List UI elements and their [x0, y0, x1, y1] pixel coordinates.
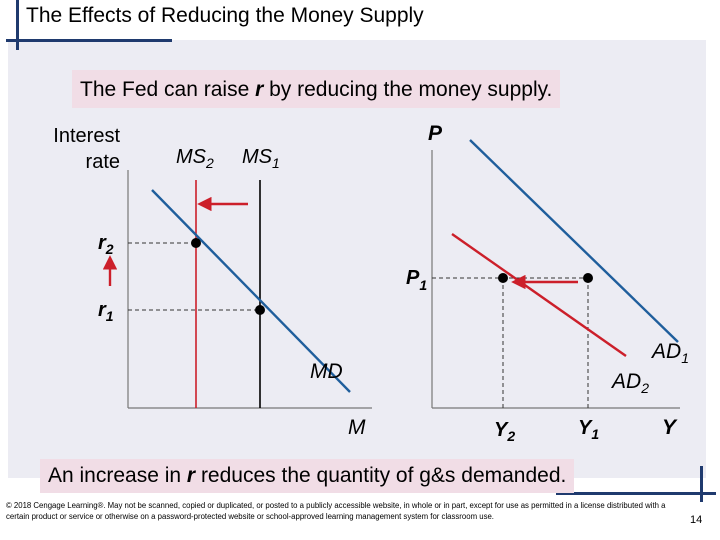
top-callout-var: r: [255, 78, 264, 101]
money-x-label: M: [348, 416, 366, 439]
top-callout-text-before: The Fed can raise: [80, 78, 256, 101]
r1-label: $r_1$: [98, 299, 114, 324]
page-number: 14: [690, 514, 703, 526]
ad2-label: $AD_2$: [612, 370, 649, 396]
ad1-label: $AD_1$: [652, 340, 689, 366]
ad-point-1: [583, 273, 593, 283]
money-equilibrium-2: [191, 238, 201, 248]
ad2-curve: [452, 234, 626, 356]
ad1-curve: [470, 140, 678, 342]
ms1-label: $MS_1$: [242, 146, 280, 171]
bottom-callout: [40, 459, 574, 493]
slide-title: The Effects of Reducing the Money Supply: [26, 4, 424, 27]
ms2-label: $MS_2$: [176, 146, 214, 171]
ad-point-2: [498, 273, 508, 283]
copyright-footer: © 2018 Cengage Learning®. May not be scanned, copied or duplicated, or posted to a publicly accessible website, in whole or in part, except for use as permitted in a license distributed with a certain product or service or otherwise on a password-protected website or school-approved learning management system for classroom use.: [6, 501, 666, 521]
money-y-label-line2: rate: [85, 151, 120, 173]
bottom-callout-text-before: An increase in: [48, 464, 187, 487]
md-label: MD: [310, 360, 343, 383]
r2-label: $r_2$: [98, 232, 114, 257]
y2-label: $Y_2$: [494, 419, 516, 444]
ad-x-label: Y: [662, 416, 677, 439]
bottom-callout-text-after: reduces the quantity of g&s demanded.: [195, 464, 567, 487]
money-y-label-line1: Interest: [53, 125, 120, 147]
money-equilibrium-1: [255, 305, 265, 315]
top-callout-text-after: by reducing the money supply.: [263, 78, 553, 101]
p1-label: $P_1$: [406, 267, 428, 293]
ad-y-label: P: [428, 122, 443, 145]
bottom-callout-var: r: [186, 464, 196, 487]
y1-label: $Y_1$: [578, 417, 600, 442]
